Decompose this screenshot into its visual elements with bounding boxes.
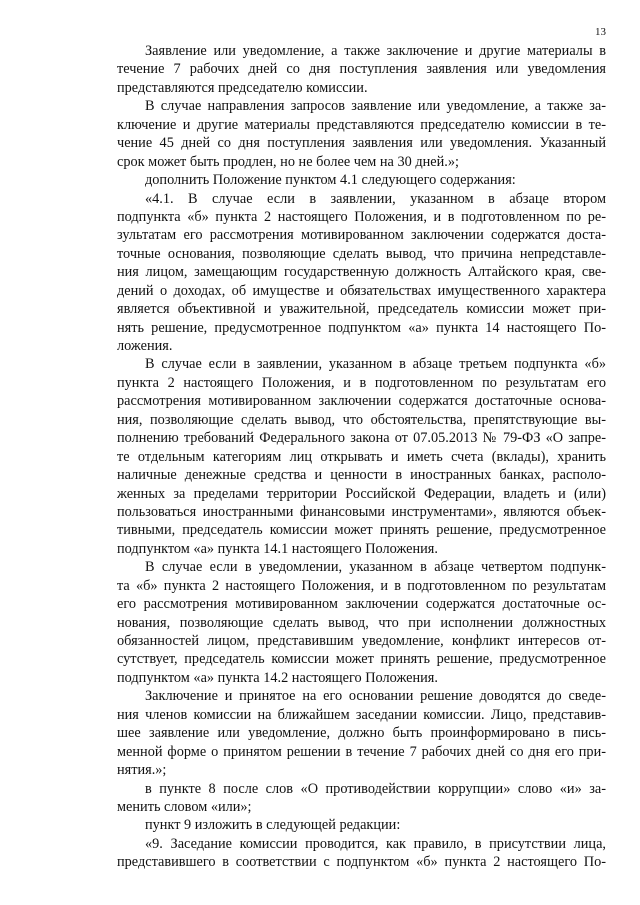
text-line: ния лицом, замещающим государственную должность Алтайского края, све- [117,264,606,281]
text-line: обязанностей лицом, представившим уведомление, конфликт интересов от- [117,633,606,649]
text-line: нятия.»; [117,762,167,779]
text-line: В случае если в уведомлении, указанном в абзаце четвертом подпунк- [145,559,606,576]
text-line: пункта 2 настоящего Положения, и в подготовленном по результатам его [117,374,606,391]
text-line: полнению требований Федерального закона от 07.05.2013 № 79-ФЗ «О запре- [117,430,606,447]
text-line: пользоваться иностранными финансовыми инструментами», являются объек- [117,503,606,520]
text-line: менной форме о принятом решении в течение 7 рабочих дней со дня его при- [117,743,606,760]
text-line: зультатам его рассмотрения мотивированном заключении содержатся доста- [117,227,606,244]
text-line: подпунктом «а» пункта 14.2 настоящего Положения. [117,669,438,686]
text-line: нования, позволяющие сделать вывод, что при исполнении должностных [117,614,606,631]
text-line: те отдельным категориям лиц открывать и иметь счета (вклады), хранить [117,448,606,465]
text-line: пункт 9 изложить в следующей редакции: [145,817,401,834]
text-line: ключение и другие материалы представляются председателю комиссии в те- [117,116,606,133]
text-line: шее заявление или уведомление, должно быть проинформировано в пись- [117,725,606,742]
text-line: срок может быть продлен, но не более чем на 30 дней.»; [117,153,459,170]
text-line: сутствует, председатель комиссии может принять решение, предусмотренное [117,651,606,668]
text-line: в пункте 8 после слов «О противодействии коррупции» слово «и» за- [145,780,606,797]
text-line: В случае если в заявлении, указанном в абзаце третьем подпункта «б» [145,356,606,373]
text-line: наличные денежные средства и ценности в иностранных банках, располо- [117,467,606,484]
text-line: нять решение, предусмотренное подпунктом «а» пункта 14 настоящего По- [117,319,606,336]
text-line: «4.1. В случае если в заявлении, указанном в абзаце втором [145,190,606,207]
text-line: Заключение и принятое на его основании решение доводятся до сведе- [145,688,606,705]
text-line: точные основания, позволяющие сделать вывод, что причина непредставле- [117,245,606,262]
text-line: женных за пределами территории Российской Федерации, владеть и (или) [117,485,606,502]
text-line: «9. Заседание комиссии проводится, как правило, в присутствии лица, [145,835,606,852]
page-number: 13 [595,26,606,38]
text-line: рассмотрения мотивированном заключении содержатся достаточные основа- [117,393,606,410]
text-line: ния членов комиссии на ближайшем заседании комиссии. Лицо, представив- [117,706,606,723]
text-line: тивными, председатель комиссии может принять решение, предусмотренное [117,522,606,539]
text-line: менить словом «или»; [117,798,252,815]
text-line: ния, позволяющие сделать вывод, что обстоятельства, препятствующие вы- [117,411,606,428]
text-line: ложения. [117,338,173,354]
body-text [117,42,606,872]
text-line: та «б» пункта 2 настоящего Положения, и в подготовленном по результатам [117,577,606,594]
text-line: дений о доходах, об имуществе и обязательствах имущественного характера [117,282,606,299]
text-line: представившего в соответствии с подпунктом «б» пункта 2 настоящего По- [117,854,606,871]
text-line: течение 7 рабочих дней со дня поступления заявления или уведомления [117,61,606,78]
text-line: подпунктом «а» пункта 14.1 настоящего Положения. [117,540,438,557]
text-line: является объективной и уважительной, председатель комиссии может при- [117,301,606,318]
text-line: В случае направления запросов заявление или уведомление, а также за- [145,98,606,115]
text-line: его рассмотрения мотивированном заключении содержатся достаточные ос- [117,596,606,613]
text-line: представляются председателю комиссии. [117,79,368,96]
text-line: чение 45 дней со дня поступления заявления или уведомления. Указанный [117,135,606,152]
text-line: подпункта «б» пункта 2 настоящего Положения, и в подготовленном по ре- [117,208,606,225]
text-line: дополнить Положение пунктом 4.1 следующего содержания: [145,172,516,189]
text-line: Заявление или уведомление, а также заключение и другие материалы в [145,43,606,59]
